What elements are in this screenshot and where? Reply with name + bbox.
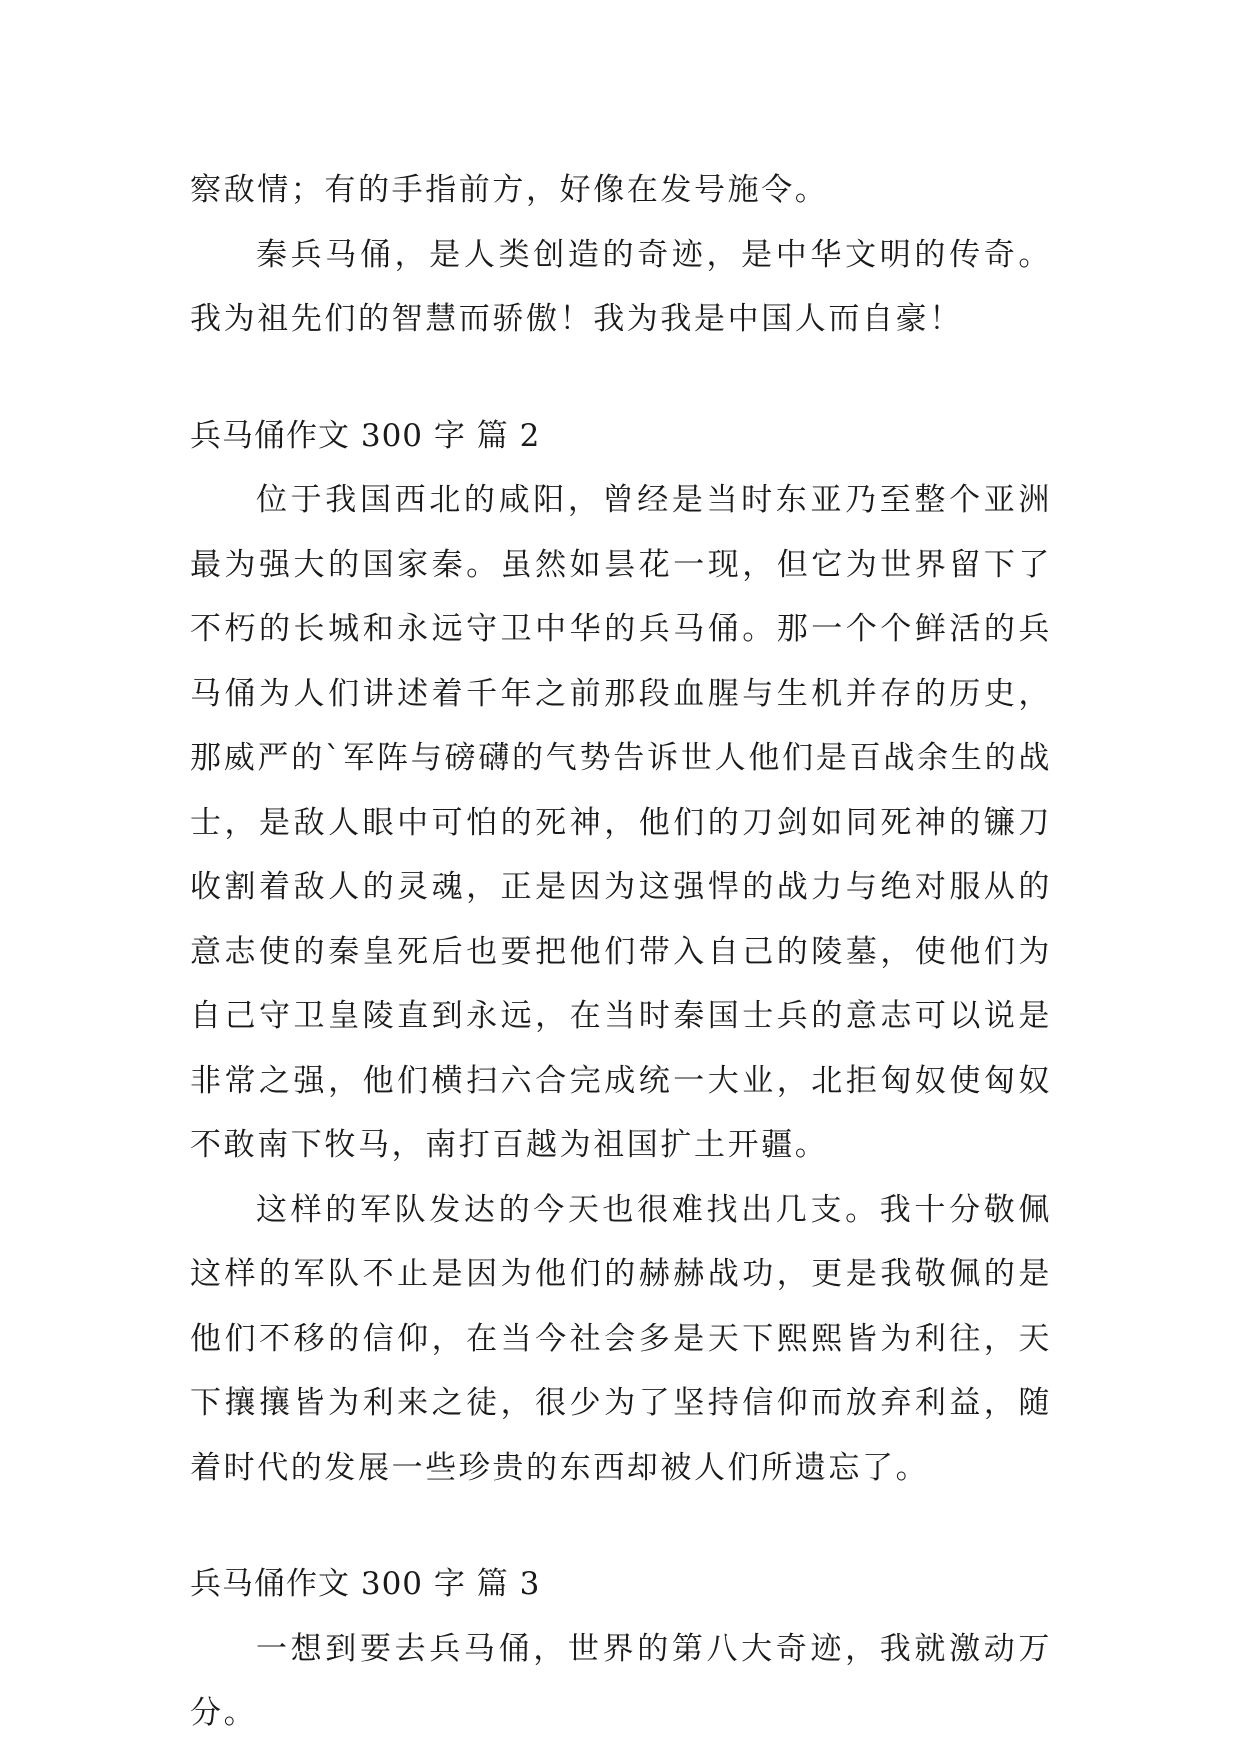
section-heading: 兵马俑作文 300 字 篇 2 [190, 417, 541, 454]
paragraph: 这样的军队发达的今天也很难找出几支。我十分敬佩这样的军队不止是因为他们的赫赫战功，更是我敬佩的是他们不移的信仰，在当今社会多是天下熙熙皆为利往，天下攘攘皆为利来之徒，很少为了坚持信仰而放弃利益，随着时代的发展一些珍贵的东西却被人们所遗忘了。 [190, 1191, 1052, 1486]
document-page [190, 158, 1052, 1746]
section-heading: 兵马俑作文 300 字 篇 3 [190, 1566, 541, 1602]
paragraph: 一想到要去兵马俑，世界的第八大奇迹，我就激动万分。 [190, 1630, 1052, 1731]
section-spacer [190, 1500, 1052, 1552]
paragraph: 秦兵马俑，是人类创造的奇迹，是中华文明的传奇。我为祖先们的智慧而骄傲！我为我是中国人而自豪！ [190, 236, 1052, 337]
section-spacer [190, 352, 1052, 404]
paragraph: 位于我国西北的咸阳，曾经是当时东亚乃至整个亚洲最为强大的国家秦。虽然如昙花一现，但它为世界留下了不朽的长城和永远守卫中华的兵马俑。那一个个鲜活的兵马俑为人们讲述着千年之前那段血腥与生机并存的历史，那威严的`军阵与磅礴的气势告诉世人他们是百战余生的战士，是敌人眼中可怕的死神，他们的刀剑如同死神的镰刀收割着敌人的灵魂，正是因为这强悍的战力与绝对服从的意志使的秦皇死后也要把他们带入自己的陵墓，使他们为自己守卫皇陵直到永远，在当时秦国士兵的意志可以说是非常之强，他们横扫六合完成统一大业，北拒匈奴使匈奴不敢南下牧马，南打百越为祖国扩土开疆。 [190, 482, 1052, 1163]
paragraph-continued: 察敌情；有的手指前方，好像在发号施令。 [190, 172, 829, 208]
